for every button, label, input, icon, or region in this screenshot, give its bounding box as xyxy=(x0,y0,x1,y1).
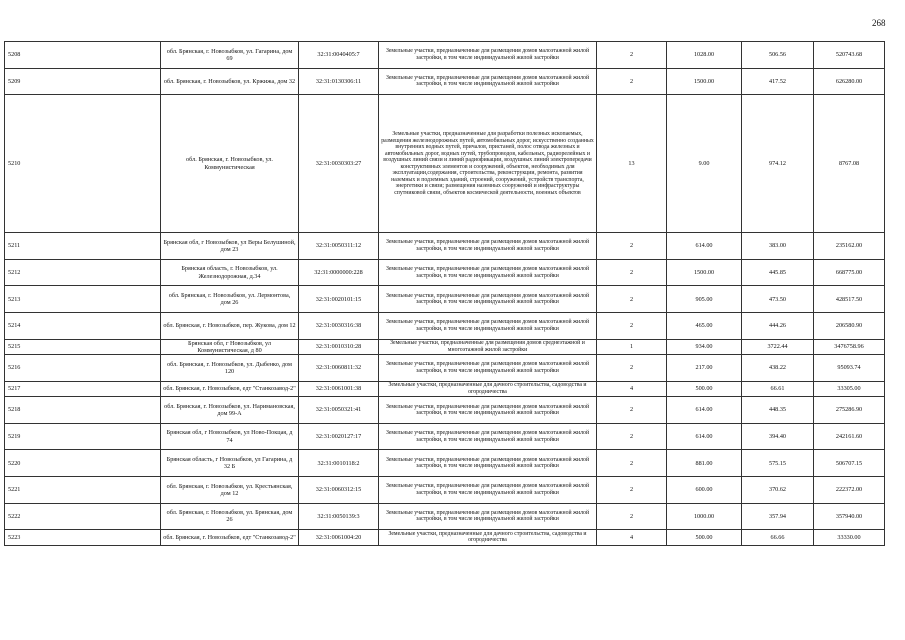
address-cell: обл. Брянская, г. Новозыбков, ул. Коммунистическая xyxy=(161,95,299,233)
unit-value-cell: 506.56 xyxy=(742,42,814,69)
area-cell: 1000.00 xyxy=(667,503,742,530)
group-code-cell: 2 xyxy=(597,233,667,260)
record-number: 5220 xyxy=(5,450,161,477)
record-number: 5210 xyxy=(5,95,161,233)
area-cell: 614.00 xyxy=(667,397,742,424)
cadastral-value-cell: 3476758.96 xyxy=(814,339,885,355)
land-use-description-cell: Земельные участки, предназначенные для размещения домов малоэтажной жилой застройки, в том числе индивидуальной жилой застройки xyxy=(379,42,597,69)
record-number: 5221 xyxy=(5,477,161,504)
unit-value-cell: 66.66 xyxy=(742,530,814,546)
record-number: 5209 xyxy=(5,68,161,95)
table-row xyxy=(5,477,885,504)
record-number: 5219 xyxy=(5,423,161,450)
unit-value-cell: 394.40 xyxy=(742,423,814,450)
address-cell: Брянская обл, г Новозыбков, ул Веры Белушиной, дом 23 xyxy=(161,233,299,260)
area-cell: 1500.00 xyxy=(667,68,742,95)
group-code-cell: 13 xyxy=(597,95,667,233)
unit-value-cell: 357.94 xyxy=(742,503,814,530)
unit-value-cell: 444.26 xyxy=(742,312,814,339)
cadastral-value-cell: 33305.00 xyxy=(814,381,885,397)
land-use-description-cell: Земельные участки, предназначенные для размещения домов малоэтажной жилой застройки, в том числе индивидуальной жилой застройки xyxy=(379,423,597,450)
land-use-description-cell: Земельные участки, предназначенные для размещения домов малоэтажной жилой застройки, в том числе индивидуальной жилой застройки xyxy=(379,450,597,477)
table-row xyxy=(5,68,885,95)
address-cell: Брянская обл, г Новозыбков, ул Ново-Покцая, д 74 xyxy=(161,423,299,450)
cadastral-number-cell: 32:31:0061001:38 xyxy=(299,381,379,397)
area-cell: 614.00 xyxy=(667,423,742,450)
table-row xyxy=(5,233,885,260)
group-code-cell: 2 xyxy=(597,355,667,382)
cadastral-number-cell: 32:31:0020127:17 xyxy=(299,423,379,450)
cadastral-value-cell: 206580.90 xyxy=(814,312,885,339)
cadastral-number-cell: 32:31:0010310:28 xyxy=(299,339,379,355)
cadastral-number-cell: 32:31:0130306:11 xyxy=(299,68,379,95)
record-number: 5218 xyxy=(5,397,161,424)
address-cell: обл. Брянская, г. Новозыбков, ул. Дыбенко, дом 120 xyxy=(161,355,299,382)
cadastral-number-cell: 32:31:0030316:38 xyxy=(299,312,379,339)
land-use-description-cell: Земельные участки, предназначенные для разработки полезных ископаемых, размещения железнодорожных путей, автомобильных дорог, искусственно созданных внутренних водных путей, причалов, пристаней, полос отвода железных и автомобильных дорог, водных путей, трубопроводов, кабельных, радиорелейных и воздушных линий связи и линий радиофикации, воздушных линий электропередачи конструктивных элементов и сооружений, объектов, необходимых для эксплуатации,содержания, строительства, реконструкции, ремонта, развития наземных и подземных зданий, строений, сооружений, устройств транспорта, энергетики и связи; размещения наземных сооружений и инфраструктуры спутниковой связи, объектов космической деятельности, военных объектов xyxy=(379,95,597,233)
cadastral-value-cell: 33330.00 xyxy=(814,530,885,546)
land-use-description-cell: Земельные участки, предназначенные для размещения домов малоэтажной жилой застройки, в том числе индивидуальной жилой застройки xyxy=(379,312,597,339)
area-cell: 1500.00 xyxy=(667,259,742,286)
land-use-description-cell: Земельные участки, предназначенные для дачного строительства, садоводства и огородничества xyxy=(379,381,597,397)
address-cell: Брянская обл, г Новозыбков, ул Коммунистическая, д 80 xyxy=(161,339,299,355)
cadastral-value-cell: 506707.15 xyxy=(814,450,885,477)
cadastral-number-cell: 32:31:0050139:3 xyxy=(299,503,379,530)
unit-value-cell: 575.15 xyxy=(742,450,814,477)
cadastral-number-cell: 32:31:0050311:12 xyxy=(299,233,379,260)
table-row xyxy=(5,259,885,286)
land-use-description-cell: Земельные участки, предназначенные для размещения домов малоэтажной жилой застройки, в том числе индивидуальной жилой застройки xyxy=(379,397,597,424)
area-cell: 1028.00 xyxy=(667,42,742,69)
table-row xyxy=(5,397,885,424)
address-cell: Брянская область, г Новозыбков, ул Гагарина, д 32 Б xyxy=(161,450,299,477)
record-number: 5216 xyxy=(5,355,161,382)
area-cell: 905.00 xyxy=(667,286,742,313)
group-code-cell: 2 xyxy=(597,259,667,286)
area-cell: 500.00 xyxy=(667,381,742,397)
land-use-description-cell: Земельные участки, предназначенные для размещения домов малоэтажной жилой застройки, в том числе индивидуальной жилой застройки xyxy=(379,477,597,504)
cadastral-number-cell: 32:31:0060312:15 xyxy=(299,477,379,504)
cadastral-number-cell: 32:31:0040405:7 xyxy=(299,42,379,69)
land-use-description-cell: Земельные участки, предназначенные для размещения домов малоэтажной жилой застройки, в том числе индивидуальной жилой застройки xyxy=(379,259,597,286)
cadastral-value-cell: 235162.00 xyxy=(814,233,885,260)
unit-value-cell: 445.85 xyxy=(742,259,814,286)
group-code-cell: 2 xyxy=(597,312,667,339)
table-row xyxy=(5,423,885,450)
unit-value-cell: 3722.44 xyxy=(742,339,814,355)
cadastral-value-cell: 357940.00 xyxy=(814,503,885,530)
record-number: 5222 xyxy=(5,503,161,530)
group-code-cell: 2 xyxy=(597,503,667,530)
table-row xyxy=(5,503,885,530)
record-number: 5213 xyxy=(5,286,161,313)
land-use-description-cell: Земельные участки, предназначенные для размещения домов малоэтажной жилой застройки, в том числе индивидуальной жилой застройки xyxy=(379,286,597,313)
record-number: 5211 xyxy=(5,233,161,260)
unit-value-cell: 438.22 xyxy=(742,355,814,382)
table-body xyxy=(5,42,885,546)
land-use-description-cell: Земельные участки, предназначенные для размещения домов малоэтажной жилой застройки, в том числе индивидуальной жилой застройки xyxy=(379,68,597,95)
cadastral-number-cell: 32:31:0010118:2 xyxy=(299,450,379,477)
page-number: 268 xyxy=(872,18,886,28)
unit-value-cell: 417.52 xyxy=(742,68,814,95)
address-cell: обл. Брянская, г. Новозыбков, едт "Станкозавод-2" xyxy=(161,381,299,397)
cadastral-number-cell: 32:31:0020101:15 xyxy=(299,286,379,313)
cadastral-value-cell: 668775.00 xyxy=(814,259,885,286)
group-code-cell: 4 xyxy=(597,530,667,546)
record-number: 5212 xyxy=(5,259,161,286)
cadastral-number-cell: 32:31:0060811:32 xyxy=(299,355,379,382)
cadastral-value-cell: 520743.68 xyxy=(814,42,885,69)
address-cell: обл. Брянская, г. Новозыбков, ул. Наримановская, дом 99-А xyxy=(161,397,299,424)
cadastral-number-cell: 32:31:0030303:27 xyxy=(299,95,379,233)
cadastral-registry-table xyxy=(4,41,885,546)
cadastral-number-cell: 32:31:0000000:228 xyxy=(299,259,379,286)
cadastral-value-cell: 242161.60 xyxy=(814,423,885,450)
table-row xyxy=(5,42,885,69)
cadastral-value-cell: 626280.00 xyxy=(814,68,885,95)
cadastral-value-cell: 95093.74 xyxy=(814,355,885,382)
table-row xyxy=(5,530,885,546)
group-code-cell: 2 xyxy=(597,423,667,450)
record-number: 5223 xyxy=(5,530,161,546)
cadastral-value-cell: 275286.90 xyxy=(814,397,885,424)
address-cell: обл. Брянская, г. Новозыбков, ул. Кржижа, дом 32 xyxy=(161,68,299,95)
table-row xyxy=(5,355,885,382)
land-use-description-cell: Земельные участки, предназначенные для размещения домов малоэтажной жилой застройки, в том числе индивидуальной жилой застройки xyxy=(379,503,597,530)
address-cell: обл. Брянская, г. Новозыбков, ул. Гагарина, дом 69 xyxy=(161,42,299,69)
unit-value-cell: 974.12 xyxy=(742,95,814,233)
area-cell: 465.00 xyxy=(667,312,742,339)
area-cell: 881.00 xyxy=(667,450,742,477)
record-number: 5214 xyxy=(5,312,161,339)
table-row xyxy=(5,286,885,313)
table-row xyxy=(5,95,885,233)
record-number: 5208 xyxy=(5,42,161,69)
group-code-cell: 2 xyxy=(597,68,667,95)
address-cell: Брянская область, г. Новозыбков, ул. Железнодорожная, д.34 xyxy=(161,259,299,286)
land-use-description-cell: Земельные участки, предназначенные для дачного строительства, садоводства и огородничества xyxy=(379,530,597,546)
address-cell: обл. Брянская, г. Новозыбков, ул. Лермонтова, дом 26 xyxy=(161,286,299,313)
address-cell: обл. Брянская, г. Новозыбков, едт "Станкозавод-2" xyxy=(161,530,299,546)
area-cell: 500.00 xyxy=(667,530,742,546)
unit-value-cell: 448.35 xyxy=(742,397,814,424)
group-code-cell: 2 xyxy=(597,450,667,477)
group-code-cell: 2 xyxy=(597,286,667,313)
cadastral-value-cell: 428517.50 xyxy=(814,286,885,313)
group-code-cell: 2 xyxy=(597,397,667,424)
cadastral-value-cell: 222372.00 xyxy=(814,477,885,504)
area-cell: 217.00 xyxy=(667,355,742,382)
address-cell: обл. Брянская, г. Новозыбков, пер. Жукова, дом 12 xyxy=(161,312,299,339)
area-cell: 934.00 xyxy=(667,339,742,355)
table-row xyxy=(5,450,885,477)
area-cell: 614.00 xyxy=(667,233,742,260)
cadastral-number-cell: 32:31:0061004:20 xyxy=(299,530,379,546)
table-row xyxy=(5,312,885,339)
table-row xyxy=(5,339,885,355)
unit-value-cell: 383.00 xyxy=(742,233,814,260)
unit-value-cell: 66.61 xyxy=(742,381,814,397)
record-number: 5217 xyxy=(5,381,161,397)
table-row xyxy=(5,381,885,397)
record-number: 5215 xyxy=(5,339,161,355)
area-cell: 600.00 xyxy=(667,477,742,504)
address-cell: обл. Брянская, г. Новозыбков, ул. Брянская, дом 26 xyxy=(161,503,299,530)
land-use-description-cell: Земельные участки, предназначенные для размещения домов среднеэтажной и многоэтажной жилой застройки xyxy=(379,339,597,355)
address-cell: обл. Брянская, г. Новозыбков, ул. Крестьянская, дом 12 xyxy=(161,477,299,504)
unit-value-cell: 473.50 xyxy=(742,286,814,313)
group-code-cell: 2 xyxy=(597,42,667,69)
land-use-description-cell: Земельные участки, предназначенные для размещения домов малоэтажной жилой застройки, в том числе индивидуальной жилой застройки xyxy=(379,233,597,260)
cadastral-value-cell: 8767.08 xyxy=(814,95,885,233)
area-cell: 9.00 xyxy=(667,95,742,233)
cadastral-number-cell: 32:31:0050321:41 xyxy=(299,397,379,424)
land-use-description-cell: Земельные участки, предназначенные для размещения домов малоэтажной жилой застройки, в том числе индивидуальной жилой застройки xyxy=(379,355,597,382)
group-code-cell: 1 xyxy=(597,339,667,355)
group-code-cell: 2 xyxy=(597,477,667,504)
unit-value-cell: 370.62 xyxy=(742,477,814,504)
group-code-cell: 4 xyxy=(597,381,667,397)
